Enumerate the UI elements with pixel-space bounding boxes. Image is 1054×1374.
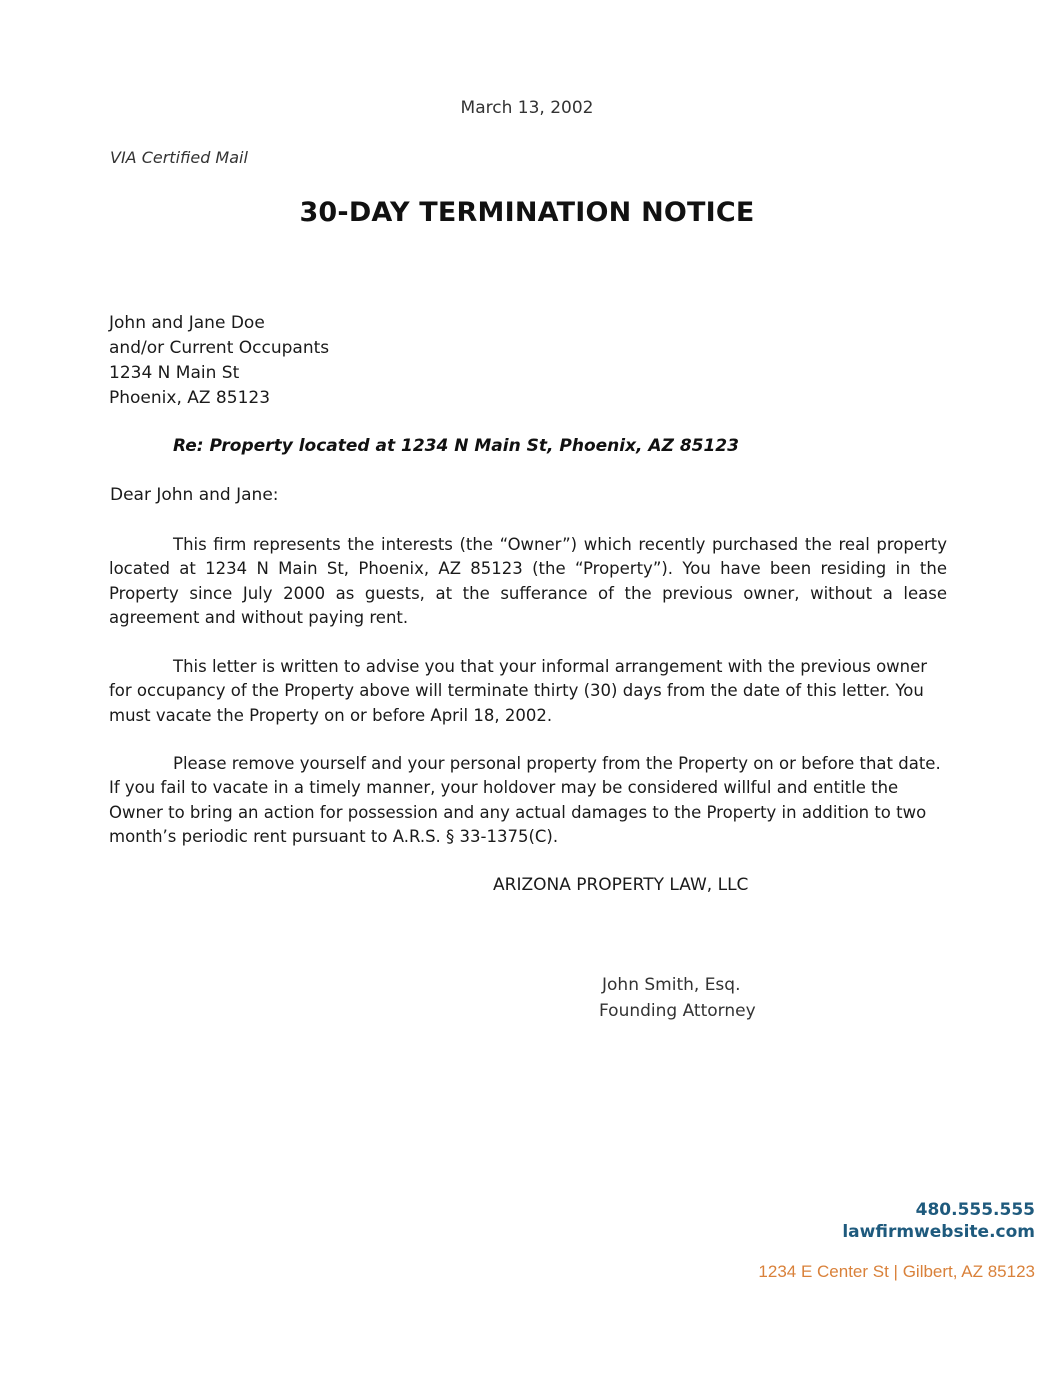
- body-paragraph: [109, 752, 947, 849]
- recipient-line: John and Jane Doe: [109, 313, 265, 333]
- recipient-line: Phoenix, AZ 85123: [109, 388, 271, 408]
- paragraph-text: This letter is written to advise you that your informal arrangement with the previous owner for occupancy of the Property above will terminate thirty (30) days from the date of this letter. You must vacate the Property on or before April 18, 2002.: [109, 657, 928, 725]
- recipient-address: [109, 311, 329, 411]
- recipient-line: and/or Current Occupants: [109, 338, 330, 358]
- re-line: Re: Property located at 1234 N Main St, Phoenix, AZ 85123: [173, 436, 739, 456]
- body-paragraph: [109, 655, 947, 728]
- signer-name: John Smith, Esq.: [602, 975, 741, 995]
- footer-website: lawfirmwebsite.com: [842, 1222, 1035, 1242]
- body-paragraph: [109, 533, 947, 630]
- firm-name: ARIZONA PROPERTY LAW, LLC: [493, 875, 749, 895]
- delivery-method: VIA Certified Mail: [110, 148, 248, 167]
- letter-date: March 13, 2002: [460, 98, 594, 118]
- footer-address: 1234 E Center St | Gilbert, AZ 85123: [758, 1262, 1035, 1281]
- footer-phone: 480.555.555: [915, 1200, 1035, 1220]
- recipient-line: 1234 N Main St: [109, 363, 240, 383]
- signer-title: Founding Attorney: [599, 1001, 756, 1021]
- paragraph-text: Please remove yourself and your personal property from the Property on or before that date. If you fail to vacate in a timely manner, your holdover may be considered willful and entitle the Owner to bring an action for possession and any actual damages to the Property in addition to two month’s periodic rent pursuant to A.R.S. § 33-1375(C).: [109, 754, 941, 846]
- document-title: 30-DAY TERMINATION NOTICE: [299, 197, 755, 228]
- salutation: Dear John and Jane:: [110, 485, 279, 505]
- paragraph-text: This firm represents the interests (the “Owner”) which recently purchased the real property located at 1234 N Main St, Phoenix, AZ 85123 (the “Property”). You have been residing in the Property since July 2000 as guests, at the sufferance of the previous owner, without a lease agreement and without paying rent.: [109, 535, 947, 627]
